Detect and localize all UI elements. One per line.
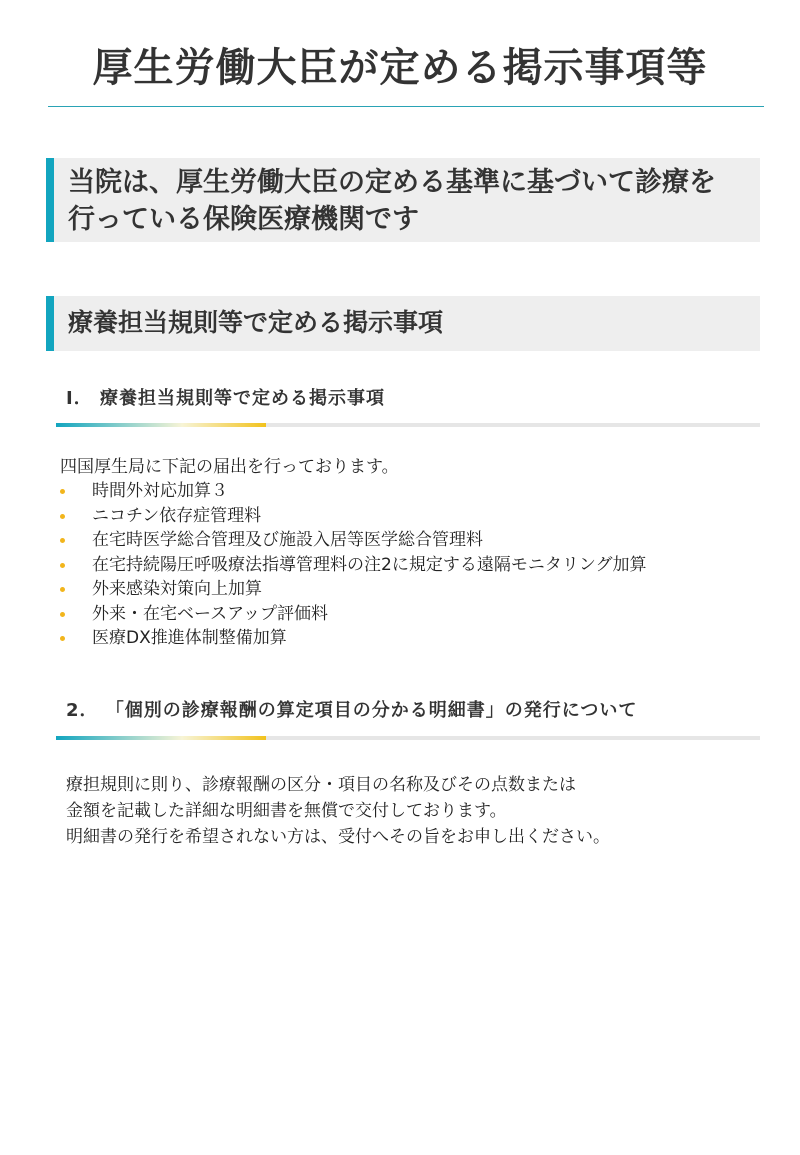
section-1-intro: 四国厚生局に下記の届出を行っております。 xyxy=(60,457,399,477)
list-item xyxy=(60,528,646,553)
title-divider xyxy=(48,106,764,107)
bullet-icon xyxy=(60,514,65,519)
list-item-label: 時間外対応加算３ xyxy=(92,481,228,501)
paragraph-line: 療担規則に則り、診療報酬の区分・項目の名称及びその点数または xyxy=(66,775,576,795)
list-item xyxy=(60,553,646,578)
bullet-icon xyxy=(60,587,65,592)
bullet-icon xyxy=(60,612,65,617)
bullet-icon xyxy=(60,636,65,641)
list-item xyxy=(60,626,646,651)
section-2-divider xyxy=(56,736,760,740)
paragraph-line: 金額を記載した詳細な明細書を無償で交付しております。 xyxy=(66,801,507,821)
section-1-divider xyxy=(56,423,760,427)
list-item xyxy=(60,602,646,627)
list-item-label: 在宅時医学総合管理及び施設入居等医学総合管理料 xyxy=(92,530,483,550)
list-item xyxy=(60,577,646,602)
section-2-heading: 2． 「個別の診療報酬の算定項目の分かる明細書」の発行について xyxy=(66,700,638,721)
list-item xyxy=(60,479,646,504)
main-notice-line-2: 行っている保険医療機関です xyxy=(68,204,419,235)
section-2-divider-accent xyxy=(56,736,266,740)
list-item-label: ニコチン依存症管理料 xyxy=(92,505,262,526)
list-item xyxy=(60,504,646,529)
notification-list xyxy=(60,479,646,651)
sub-section-banner xyxy=(46,296,760,351)
section-2-paragraph xyxy=(66,772,610,850)
list-item-label: 医療DX推進体制整備加算 xyxy=(92,628,287,648)
list-item-label: 在宅持続陽圧呼吸療法指導管理料の注2に規定する遠隔モニタリング加算 xyxy=(92,554,647,575)
list-item-label: 外来・在宅ベースアップ評価料 xyxy=(92,603,328,624)
main-notice-banner xyxy=(46,158,760,242)
sub-section-banner-text: 療養担当規則等で定める掲示事項 xyxy=(68,308,444,337)
section-1-divider-accent xyxy=(56,423,266,427)
paragraph-line: 明細書の発行を希望されない方は、受付へその旨をお申し出ください。 xyxy=(66,827,610,847)
section-1-heading: Ⅰ． 療養担当規則等で定める掲示事項 xyxy=(66,388,385,409)
main-notice-line-1: 当院は、厚生労働大臣の定める基準に基づいて診療を xyxy=(68,167,716,198)
page-title: 厚生労働大臣が定める掲示事項等 xyxy=(92,45,708,91)
bullet-icon xyxy=(60,489,65,494)
bullet-icon xyxy=(60,538,65,543)
bullet-icon xyxy=(60,563,65,568)
list-item-label: 外来感染対策向上加算 xyxy=(92,579,262,599)
